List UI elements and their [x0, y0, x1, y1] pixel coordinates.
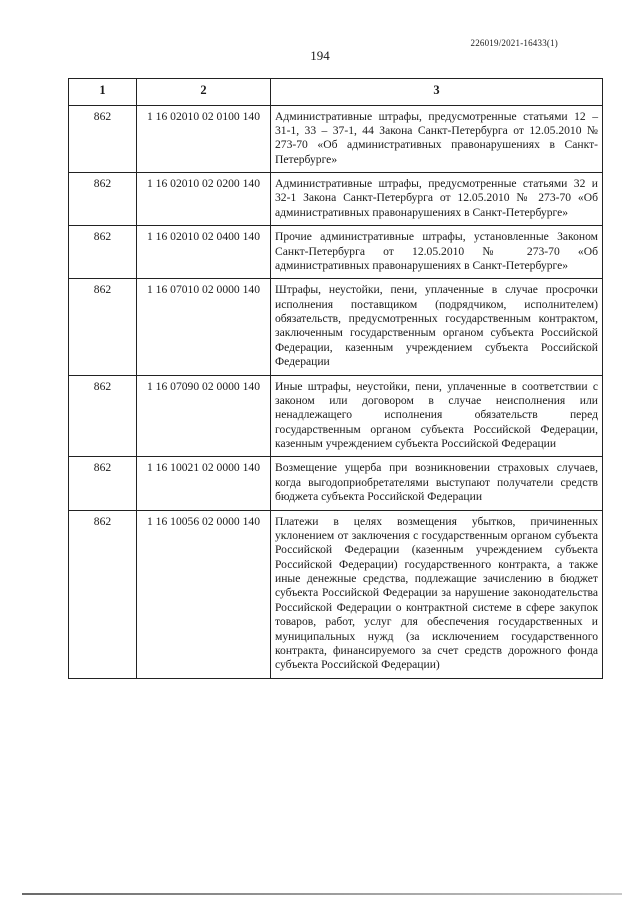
table-row	[69, 510, 603, 678]
table-header-row	[69, 79, 603, 106]
budget-classification-code-cell: 1 16 10021 02 0000 140	[137, 457, 271, 510]
description-cell: Штрафы, неустойки, пени, уплаченные в случае просрочки исполнения поставщиком (подрядчиком, исполнителем) обязательств, предусмотренных государственным контрактом, заключенным государственным органом субъекта Российской Федерации, казенным учреждением субъекта Российской Федерации	[271, 279, 603, 375]
budget-classification-code-cell: 1 16 10056 02 0000 140	[137, 510, 271, 678]
revenue-codes-table	[68, 78, 603, 679]
description-cell: Платежи в целях возмещения убытков, причиненных уклонением от заключения с государственным органом субъекта Российской Федерации (казенным учреждением субъекта Российской Федерации) государственного контракта, а также иные денежные средства, подлежащие зачислению в бюджет субъекта Российской Федерации за нарушение законодательства Российской Федерации о контрактной системе в сфере закупок товаров, работ, услуг для обеспечения государственных и муниципальных нужд (за исключением государственного контракта, финансируемого за счет средств дорожного фонда субъекта Российской Федерации)	[271, 510, 603, 678]
table-row	[69, 457, 603, 510]
table-row	[69, 226, 603, 279]
description-cell: Прочие административные штрафы, установленные Законом Санкт-Петербурга от 12.05.2010 № 273-70 «Об административных правонарушениях в Санкт-Петербурге»	[271, 226, 603, 279]
table-row	[69, 105, 603, 173]
admin-code-cell: 862	[69, 375, 137, 457]
admin-code-cell: 862	[69, 510, 137, 678]
admin-code-cell: 862	[69, 279, 137, 375]
description-cell: Административные штрафы, предусмотренные статьями 12 – 31-1, 33 – 37-1, 44 Закона Санкт-Петербурга от 12.05.2010 № 273-70 «Об административных правонарушениях в Санкт-Петербурге»	[271, 105, 603, 173]
admin-code-cell: 862	[69, 105, 137, 173]
admin-code-cell: 862	[69, 173, 137, 226]
admin-code-cell: 862	[69, 457, 137, 510]
column-header-1: 1	[69, 79, 137, 106]
table-row	[69, 279, 603, 375]
budget-classification-code-cell: 1 16 02010 02 0100 140	[137, 105, 271, 173]
description-cell: Возмещение ущерба при возникновении страховых случаев, когда выгодоприобретателями выступают получатели средств бюджета субъекта Российской Федерации	[271, 457, 603, 510]
document-registration-number: 226019/2021-16433(1)	[470, 38, 558, 48]
table-row	[69, 375, 603, 457]
description-cell: Административные штрафы, предусмотренные статьями 32 и 32-1 Закона Санкт-Петербурга от 12.05.2010 № 273-70 «Об административных правонарушениях в Санкт-Петербурге»	[271, 173, 603, 226]
budget-classification-code-cell: 1 16 07010 02 0000 140	[137, 279, 271, 375]
budget-classification-code-cell: 1 16 02010 02 0200 140	[137, 173, 271, 226]
column-header-2: 2	[137, 79, 271, 106]
page-number: 194	[310, 48, 330, 63]
budget-classification-code-cell: 1 16 02010 02 0400 140	[137, 226, 271, 279]
description-cell: Иные штрафы, неустойки, пени, уплаченные в соответствии с законом или договором в случае неисполнения или ненадлежащего исполнения обязательств перед государственным органом субъекта Российской Федерации, казенным учреждением субъекта Российской Федерации	[271, 375, 603, 457]
budget-classification-code-cell: 1 16 07090 02 0000 140	[137, 375, 271, 457]
column-header-3: 3	[271, 79, 603, 106]
admin-code-cell: 862	[69, 226, 137, 279]
table-row	[69, 173, 603, 226]
scan-edge-divider	[22, 893, 622, 895]
